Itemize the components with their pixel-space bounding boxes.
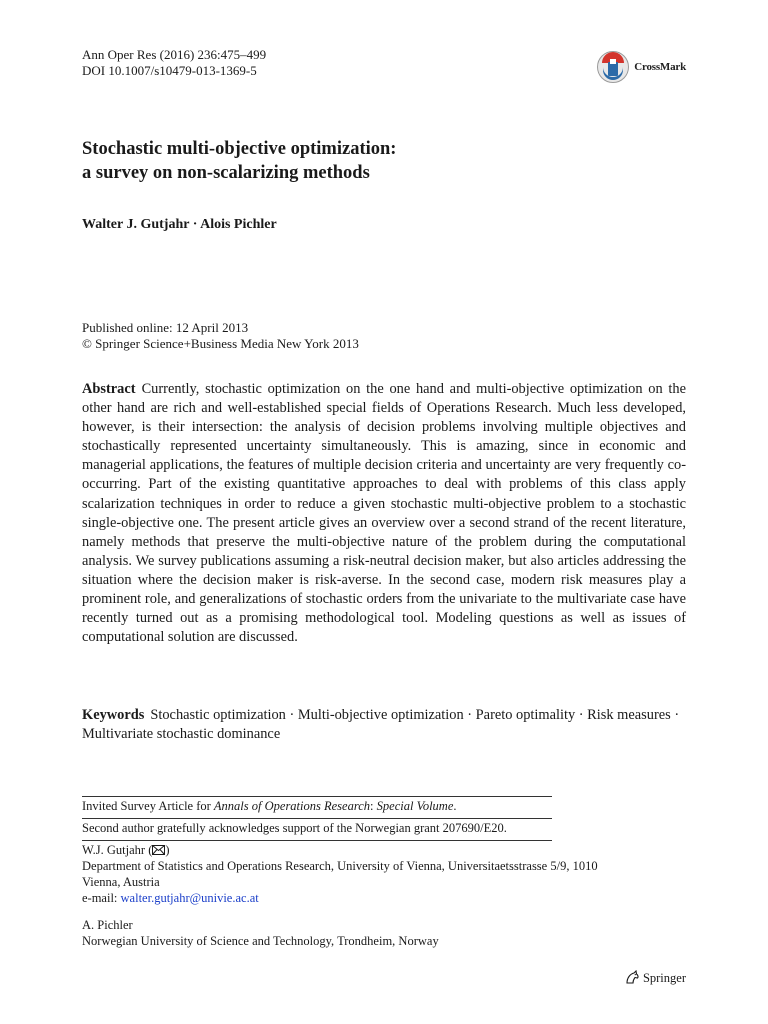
paper-title <box>82 137 686 185</box>
author-list: Walter J. Gutjahr · Alois Pichler <box>82 217 277 232</box>
citation: Ann Oper Res (2016) 236:475–499 <box>82 47 267 62</box>
abstract-text: Currently, stochastic optimization on the one hand and multi-objective optimization on the other hand are rich and well-established special fields of Operations Research. Much less developed, however, is their intersection: the analysis of decision problems involving multiple objectives and stochastically represented uncertainty simultaneously. This is amazing, since in economic and managerial applications, the features of multiple decision criteria and uncertainty are very frequently co-occurring. Part of the existing quantitative approaches to deal with problems of this class apply scalarization techniques in order to reduce a given stochastic multi-objective problem to a stochastic single-objective one. The present article gives an overview over a second strand of the recent literature, namely methods that preserve the multi-objective nature of the problem during the computational analysis. We survey publications assuming a risk-neutral decision maker, but also articles addressing the situation where the decision maker is risk-averse. In the second case, modern risk measures play a prominent role, and generalizations of stochastic orders from the univariate to the multivariate case have recently turned out as a promising methodological tool. Modeling questions as well as issues of computational solution are discussed. <box>82 381 686 646</box>
doi: DOI 10.1007/s10479-013-1369-5 <box>82 63 257 78</box>
author1-email-line <box>82 890 686 906</box>
paper-page <box>82 0 686 1024</box>
author1-name-end: ) <box>165 843 170 857</box>
crossmark-icon <box>596 50 630 84</box>
footnote-end: . <box>453 799 457 813</box>
envelope-icon <box>152 845 165 855</box>
author1-line <box>82 842 686 858</box>
footnote-divider <box>82 796 552 797</box>
abstract-label: Abstract <box>82 381 136 397</box>
footnote-invited-prefix: Invited Survey Article for <box>82 799 214 813</box>
keywords <box>82 706 686 744</box>
crossmark-label: CrossMark <box>634 61 686 73</box>
affiliation-author-2 <box>82 917 686 949</box>
email-label: e-mail: <box>82 891 121 905</box>
publication-info <box>82 320 359 352</box>
footnote-invited <box>82 798 686 814</box>
email-link[interactable]: walter.gutjahr@univie.ac.at <box>120 891 259 905</box>
journal-info <box>82 47 266 79</box>
keywords-text: Stochastic optimization · Multi-objective optimization · Pareto optimality · Risk measures · Multivariate stochastic dominance <box>82 707 680 743</box>
keywords-label: Keywords <box>82 707 145 723</box>
title-line-1: Stochastic multi-objective optimization: <box>82 139 397 159</box>
footnote-grant: Second author gratefully acknowledges support of the Norwegian grant 207690/E20. <box>82 821 507 835</box>
footnote-divider-3 <box>82 840 552 841</box>
springer-label: Springer <box>642 970 686 985</box>
copyright: © Springer Science+Business Media New York 2013 <box>82 336 359 351</box>
footnote-sep: : <box>370 799 377 813</box>
author1-city: Vienna, Austria <box>82 875 160 889</box>
author2-name: A. Pichler <box>82 918 133 932</box>
author2-department: Norwegian University of Science and Technology, Trondheim, Norway <box>82 934 439 948</box>
title-line-2: a survey on non-scalarizing methods <box>82 163 370 183</box>
springer-footer <box>624 970 686 986</box>
footnote-divider-2 <box>82 818 552 819</box>
springer-horse-icon <box>624 970 640 986</box>
author1-department: Department of Statistics and Operations Research, University of Vienna, Universitaetsstrasse 5/9, 1010 <box>82 859 598 873</box>
footnote-volume: Special Volume <box>376 799 454 813</box>
author1-name: W.J. Gutjahr ( <box>82 843 153 857</box>
footnote-journal: Annals of Operations Research <box>213 799 371 813</box>
published-online: Published online: 12 April 2013 <box>82 320 249 335</box>
crossmark-badge[interactable] <box>596 50 686 84</box>
abstract <box>82 380 686 647</box>
affiliation-author-1 <box>82 842 686 906</box>
